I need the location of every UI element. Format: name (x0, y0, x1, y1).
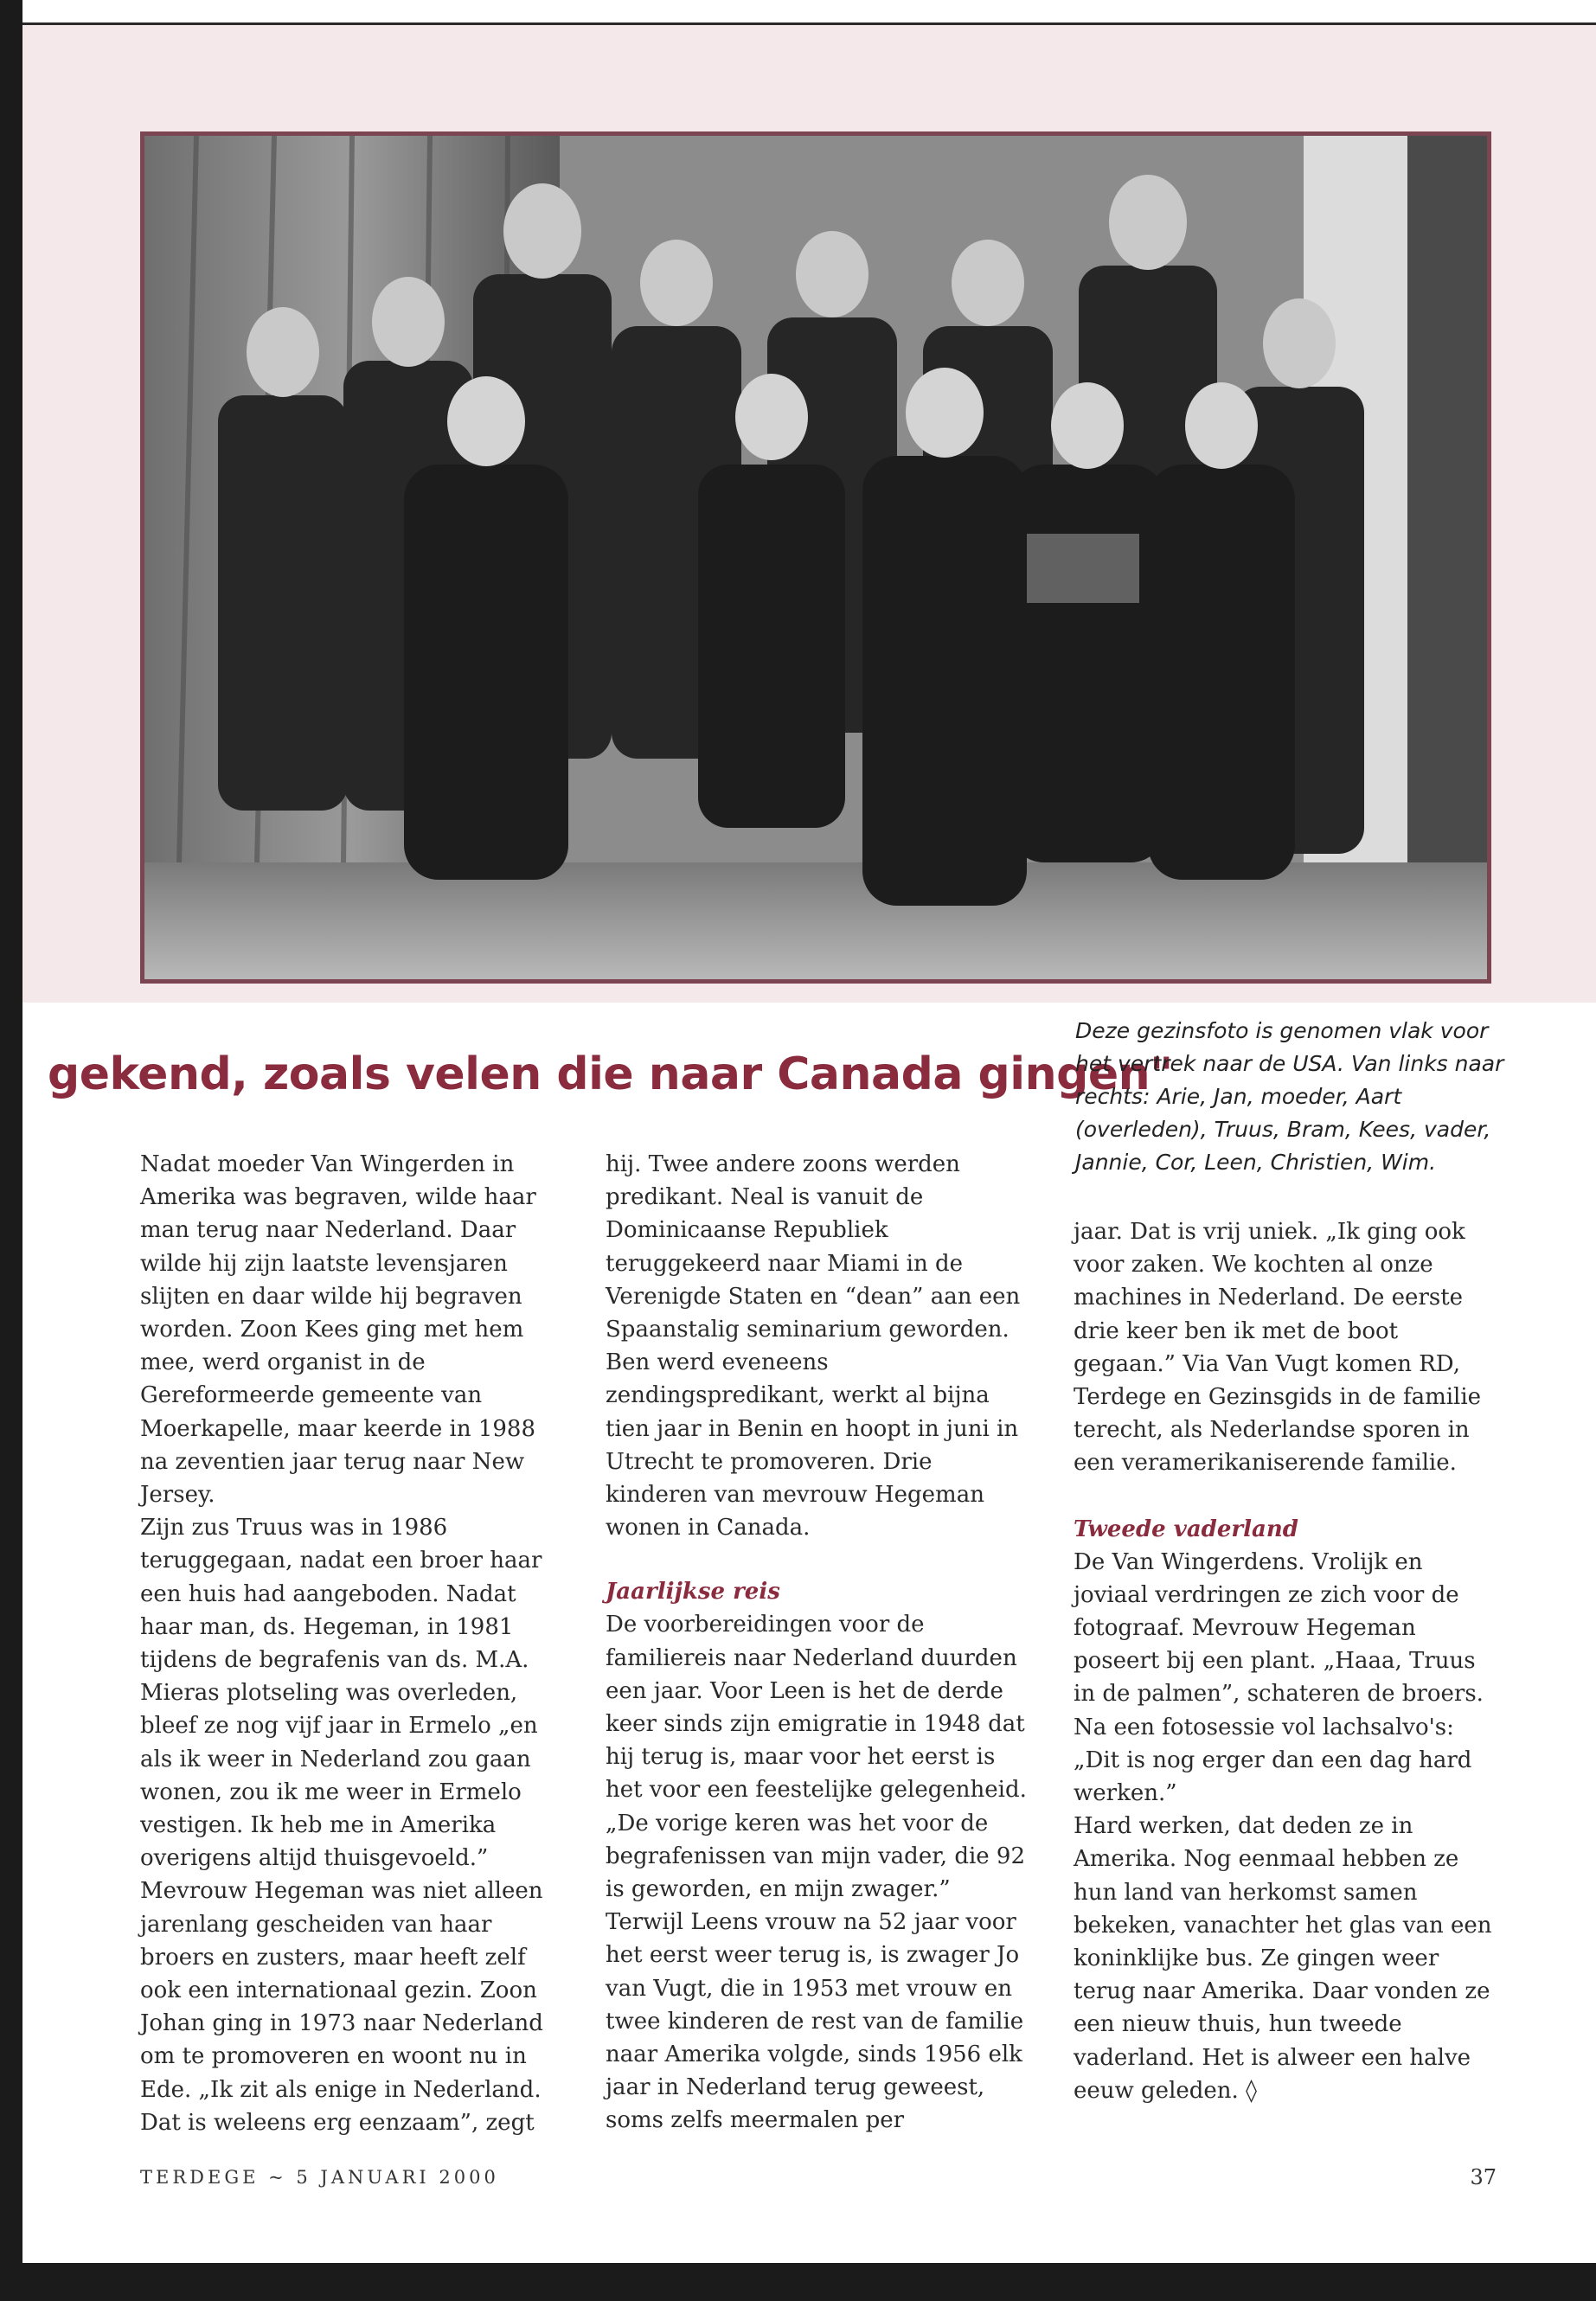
subheading-tweede-vaderland: Tweede vaderland (1074, 1516, 1298, 1542)
paragraph: Nadat moeder Van Wingerden in Amerika was begraven, wilde haar man terug naar Nederland. Daar wilde hij zijn laatste levensjaren slijten en daar wilde hij begraven worden. Zoon Kees ging met hem mee, werd organist in de Gereformeerde gemeente van Moerkapelle, maar keerde in 1988 na zeventien jaar terug naar New Jersey. (140, 1151, 536, 1509)
paragraph: De Van Wingerdens. Vrolijk en joviaal verdringen ze zich voor de fotograaf. Mevrouw Hegeman poseert bij een plant. „Haaa, Truus in de palmen”, schateren de broers. Na een fotosessie vol lachsalvo's: „Dit is nog erger dan een dag hard werken.” (1074, 1548, 1484, 1807)
article-headline: gekend, zoals velen die naar Canada gingen" (48, 1048, 1173, 1100)
scan-left-edge (0, 0, 22, 2301)
paragraph: Hard werken, dat deden ze in Amerika. Nog eenmaal hebben ze hun land van herkomst samen bekeken, vanachter het glas van een koninklijke bus. Ze gingen weer terug naar Amerika. Daar vonden ze een nieuw thuis, hun tweede vaderland. Het is alweer een halve eeuw geleden. ◊ (1074, 1813, 1492, 2104)
subheading-jaarlijkse-reis: Jaarlijkse reis (606, 1579, 780, 1606)
paragraph: Zijn zus Truus was in 1986 teruggegaan, nadat een broer haar een huis had aangeboden. Nadat haar man, ds. Hegeman, in 1981 tijdens de begrafenis van ds. M.A. Mieras plotseling was overleden, bleef ze nog vijf jaar in Ermelo „en als ik weer in Nederland zou gaan wonen, zou ik me weer in Ermelo vestigen. Ik heb me in Amerika overigens altijd thuisgevoeld.” Mevrouw Hegeman was niet alleen jarenlang gescheiden van haar broers en zusters, maar heeft zelf ook een internationaal gezin. Zoon Johan ging in 1973 naar Nederland om te promoveren en woont nu in Ede. „Ik zit als enige in Nederland. Dat is weleens erg eenzaam”, zegt (140, 1515, 543, 2136)
scan-top-edge (0, 0, 1596, 25)
article-column-2 (606, 1148, 1031, 2138)
article-column-3 (1074, 1215, 1497, 2107)
scan-bottom-edge (0, 2263, 1596, 2301)
paragraph: De voorbereidingen voor de familiereis naar Nederland duurden een jaar. Voor Leen is het de derde keer sinds zijn emigratie in 1948 dat hij terug is, maar voor het eerst is het voor een feestelijke gelegenheid. „De vorige keren was het voor de begrafenissen van mijn vader, die 92 is geworden, en mijn zwager.” Terwijl Leens vrouw na 52 jaar voor het eerst weer terug is, is zwager Jo van Vugt, die in 1953 met vrouw en twee kinderen de rest van de familie naar Amerika volgde, sinds 1956 elk jaar in Nederland terug geweest, soms zelfs meermalen per (606, 1612, 1027, 2134)
footer-publication: TERDEGE ~ 5 JANUARI 2000 (140, 2167, 499, 2188)
family-photo (140, 131, 1491, 984)
paragraph: hij. Twee andere zoons werden predikant. Neal is vanuit de Dominicaanse Republiek teruggekeerd naar Miami in de Verenigde Staten en “dean” aan een Spaanstalig seminarium geworden. Ben werd eveneens zendingspredikant, werkt al bijna tien jaar in Benin en hoopt in juni in Utrecht te promoveren. Drie kinderen van mevrouw Hegeman wonen in Canada. (606, 1151, 1021, 1541)
paragraph: jaar. Dat is vrij uniek. „Ik ging ook voor zaken. We kochten al onze machines in Nederland. De eerste drie keer ben ik met de boot gegaan.” Via Van Vugt komen RD, Terdege en Gezinsgids in de familie terecht, als Nederlandse sporen in een veramerikaniserende familie. (1074, 1219, 1482, 1477)
photo-caption: Deze gezinsfoto is genomen vlak voor het vertrek naar de USA. Van links naar rechts: Arie, Jan, moeder, Aart (overleden), Truus, Bram, Kees, vader, Jannie, Cor, Leen, Christien, Wim. (1075, 1018, 1504, 1175)
article-column-1 (140, 1148, 562, 2139)
page-number: 37 (1470, 2165, 1497, 2189)
